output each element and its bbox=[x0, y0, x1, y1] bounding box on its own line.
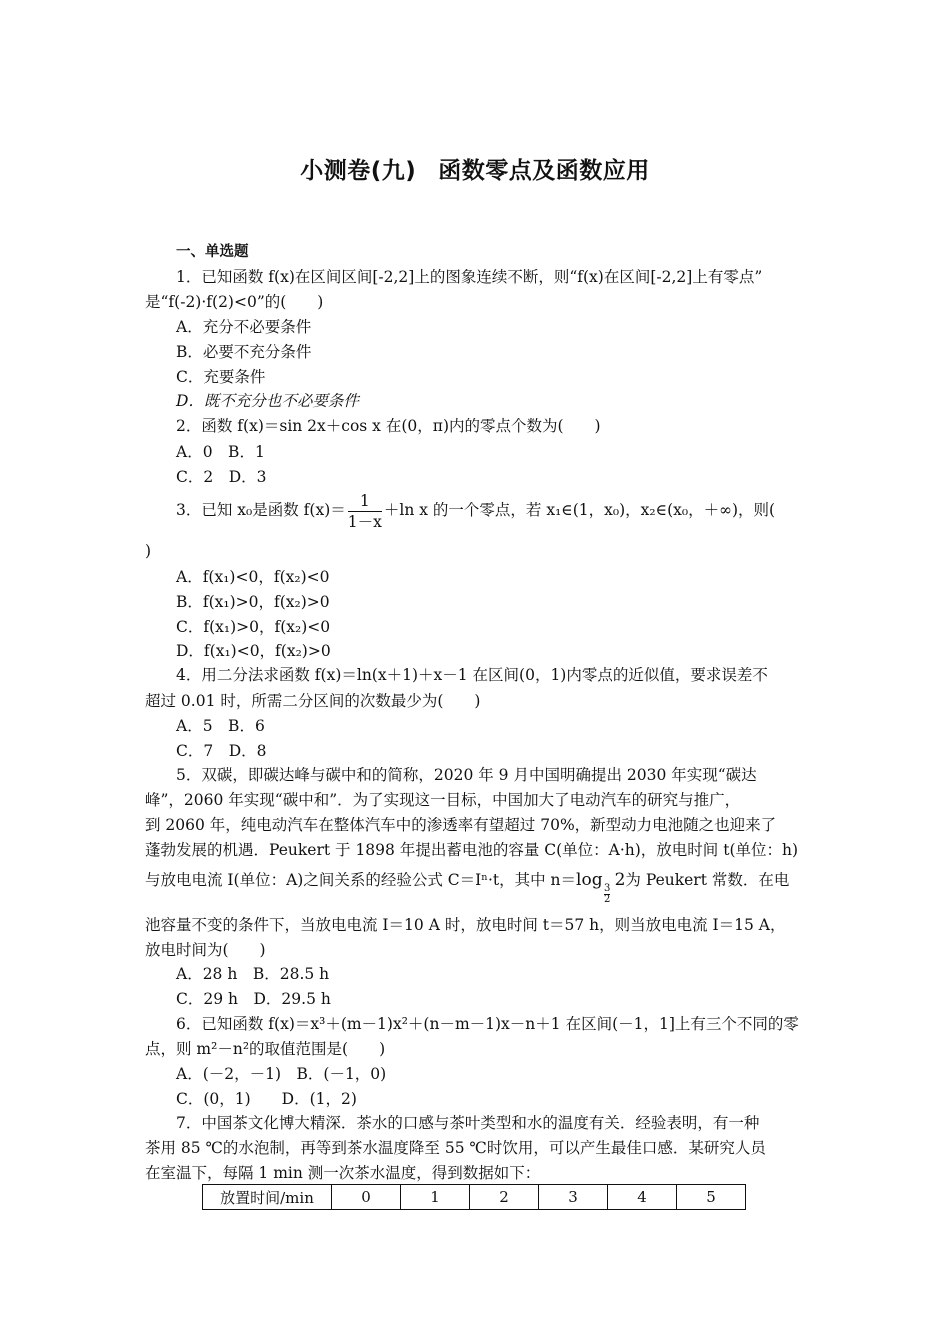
q1-option-a: A．充分不必要条件 bbox=[176, 318, 312, 336]
q5-log-base bbox=[604, 884, 610, 905]
q7-line1: 7．中国茶文化博大精深．茶水的口感与茶叶类型和水的温度有关．经验表明，有一种 bbox=[176, 1114, 760, 1132]
q3-fraction-denominator: 1－x bbox=[347, 512, 382, 531]
q3-option-a: A．f(x₁)<0，f(x₂)<0 bbox=[176, 568, 330, 586]
table-header-cell: 3 bbox=[539, 1185, 608, 1210]
q5-options-row1: A．28 h B．28.5 h bbox=[176, 965, 330, 983]
q5-log-expression bbox=[576, 870, 626, 905]
q4-options-row2: C．7 D．8 bbox=[176, 742, 267, 760]
q1-stem-line1: 1．已知函数 f(x)在区间区间[-2,2]上的图象连续不断，则“f(x)在区间[-2,2]上有零点” bbox=[176, 268, 763, 286]
q3-option-b: B．f(x₁)>0，f(x₂)>0 bbox=[176, 593, 330, 611]
q7-data-table bbox=[202, 1184, 746, 1210]
q6-line1: 6．已知函数 f(x)＝x³＋(m－1)x²＋(n－m－1)x－n＋1 在区间(－1，1]上有三个不同的零 bbox=[176, 1015, 799, 1033]
table-row bbox=[203, 1185, 746, 1210]
q2-options-row2: C．2 D．3 bbox=[176, 468, 267, 486]
q6-line2: 点，则 m²－n²的取值范围是( ) bbox=[145, 1040, 386, 1058]
q4-options-row1: A．5 B．6 bbox=[176, 717, 265, 735]
table-header-cell: 放置时间/min bbox=[203, 1185, 332, 1210]
q5-line3: 到 2060 年，纯电动汽车在整体汽车中的渗透率有望超过 70%，新型动力电池随之也迎来了 bbox=[145, 816, 777, 834]
q2-stem: 2．函数 f(x)＝sin 2x＋cos x 在(0，π)内的零点个数为( ) bbox=[176, 417, 601, 435]
table-header-cell: 1 bbox=[401, 1185, 470, 1210]
q7-line2: 茶用 85 ℃的水泡制，再等到茶水温度降至 55 ℃时饮用，可以产生最佳口感．某研究人员 bbox=[145, 1139, 766, 1157]
q5-log-text: log bbox=[576, 870, 603, 890]
q3-stem-post: ＋ln x 的一个零点，若 x₁∈(1，x₀)，x₂∈(x₀，＋∞)，则( bbox=[383, 501, 776, 519]
q5-options-row2: C．29 h D．29.5 h bbox=[176, 990, 331, 1008]
q3-fraction bbox=[348, 491, 382, 532]
q5-line4: 蓬勃发展的机遇．Peukert 于 1898 年提出蓄电池的容量 C(单位：A·h)，放电时间 t(单位：h) bbox=[145, 841, 799, 859]
q5-line5 bbox=[145, 870, 790, 905]
q4-stem-line1: 4．用二分法求函数 f(x)＝ln(x＋1)＋x－1 在区间(0，1)内零点的近似值，要求误差不 bbox=[176, 666, 768, 684]
q3-option-d: D．f(x₁)<0，f(x₂)>0 bbox=[176, 642, 331, 660]
section-heading: 一、单选题 bbox=[176, 244, 249, 260]
q1-stem-line2: 是“f(-2)·f(2)<0”的( ) bbox=[145, 293, 324, 311]
q5-log-argument: 2 bbox=[614, 870, 626, 890]
q1-option-c: C．充要条件 bbox=[176, 368, 266, 386]
q5-line2: 峰”，2060 年实现“碳中和”．为了实现这一目标，中国加大了电动汽车的研究与推广， bbox=[145, 791, 741, 809]
q1-option-b: B．必要不充分条件 bbox=[176, 343, 312, 361]
table-header-cell: 4 bbox=[608, 1185, 677, 1210]
q3-fraction-numerator: 1 bbox=[348, 491, 382, 512]
q5-line7: 放电时间为( ) bbox=[145, 941, 266, 959]
q4-stem-line2: 超过 0.01 时，所需二分区间的次数最少为( ) bbox=[145, 692, 481, 710]
q3-stem-line2: ) bbox=[145, 542, 152, 560]
q3-stem bbox=[176, 490, 775, 532]
q2-options-row1: A．0 B．1 bbox=[176, 443, 265, 461]
q5-line1: 5．双碳，即碳达峰与碳中和的简称，2020 年 9 月中国明确提出 2030 年实现“碳达 bbox=[176, 766, 757, 784]
title-number: 小测卷(九) bbox=[300, 158, 417, 184]
q3-option-c: C．f(x₁)>0，f(x₂)<0 bbox=[176, 618, 331, 636]
q7-line3: 在室温下，每隔 1 min 测一次茶水温度，得到数据如下： bbox=[145, 1164, 541, 1182]
q6-options-row2: C．(0，1) D．(1，2) bbox=[176, 1090, 357, 1108]
table-header-cell: 5 bbox=[677, 1185, 746, 1210]
table-header-cell: 2 bbox=[470, 1185, 539, 1210]
page-title bbox=[0, 152, 950, 185]
q3-stem-pre: 3．已知 x₀是函数 f(x)＝ bbox=[176, 501, 346, 519]
q5-log-base-numerator: 3 bbox=[604, 883, 611, 894]
q5-line6: 池容量不变的条件下，当放电电流 I＝10 A 时，放电时间 t＝57 h，则当放电电流 I＝15 A， bbox=[145, 916, 786, 934]
q1-option-d: D．既不充分也不必要条件 bbox=[176, 392, 359, 410]
q6-options-row1: A．(－2，－1) B．(－1，0) bbox=[176, 1065, 387, 1083]
q5-line5-post: 为 Peukert 常数．在电 bbox=[625, 871, 790, 889]
q5-line5-pre: 与放电电流 I(单位：A)之间关系的经验公式 C＝Iⁿ·t，其中 n＝ bbox=[145, 871, 577, 889]
title-topic: 函数零点及函数应用 bbox=[438, 158, 650, 184]
q5-log-base-denominator: 2 bbox=[604, 894, 611, 905]
table-header-cell: 0 bbox=[332, 1185, 401, 1210]
